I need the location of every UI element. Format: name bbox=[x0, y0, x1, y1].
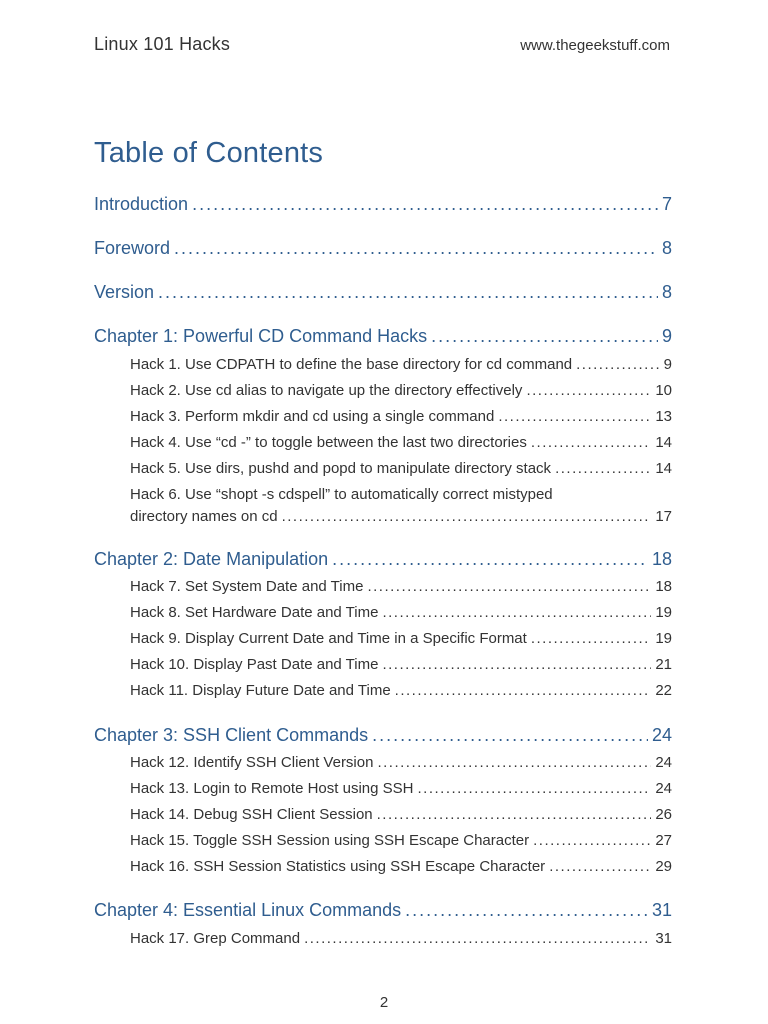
toc-entry-foreword[interactable] bbox=[94, 238, 672, 262]
leader-dots bbox=[417, 780, 651, 797]
toc-chapter-2[interactable] bbox=[94, 549, 672, 573]
leader-dots bbox=[192, 194, 658, 215]
toc-entry-label: Version bbox=[94, 282, 155, 302]
toc-hack-page: 14 bbox=[655, 460, 672, 477]
toc-hack-label: Hack 9. Display Current Date and Time in a Specific Format bbox=[130, 630, 527, 647]
toc-hack-1[interactable] bbox=[130, 356, 672, 376]
toc-hack-17[interactable] bbox=[130, 930, 672, 950]
toc-hack-label: Hack 4. Use “cd -” to toggle between the last two directories bbox=[130, 434, 527, 451]
toc-entry-introduction[interactable] bbox=[94, 194, 672, 218]
book-title-header: Linux 101 Hacks bbox=[94, 34, 231, 54]
toc-hack-label: Hack 14. Debug SSH Client Session bbox=[130, 806, 373, 823]
toc-hack-4[interactable] bbox=[130, 434, 672, 454]
toc-hack-16[interactable] bbox=[130, 858, 672, 878]
leader-dots bbox=[531, 434, 651, 451]
toc-hack-label: directory names on cd bbox=[130, 508, 278, 525]
leader-dots bbox=[174, 238, 658, 259]
leader-dots bbox=[377, 806, 652, 823]
page-title: Table of Contents bbox=[94, 137, 324, 169]
toc-chapter-label: Chapter 2: Date Manipulation bbox=[94, 549, 329, 569]
toc-hack-9[interactable] bbox=[130, 630, 672, 650]
leader-dots bbox=[158, 282, 658, 303]
toc-hack-page: 26 bbox=[655, 806, 672, 823]
toc-hack-page: 19 bbox=[655, 604, 672, 621]
toc-hack-page: 17 bbox=[655, 508, 672, 525]
toc-entry-label: Introduction bbox=[94, 194, 189, 214]
leader-dots bbox=[282, 508, 652, 525]
leader-dots bbox=[377, 754, 651, 771]
toc-hack-page: 10 bbox=[655, 382, 672, 399]
toc-chapter-page: 31 bbox=[651, 900, 672, 920]
toc-chapter-1[interactable] bbox=[94, 326, 672, 350]
toc-hack-label: Hack 1. Use CDPATH to define the base directory for cd command bbox=[130, 356, 573, 373]
toc-hack-page: 19 bbox=[655, 630, 672, 647]
toc-hack-14[interactable] bbox=[130, 806, 672, 826]
leader-dots bbox=[531, 630, 651, 647]
toc-hack-6[interactable] bbox=[130, 508, 672, 528]
leader-dots bbox=[405, 900, 648, 921]
leader-dots bbox=[382, 604, 651, 621]
toc-hack-page: 22 bbox=[655, 682, 672, 699]
toc-hack-3[interactable] bbox=[130, 408, 672, 428]
toc-entry-page: 8 bbox=[661, 282, 672, 302]
toc-hack-label: Hack 7. Set System Date and Time bbox=[130, 578, 364, 595]
leader-dots bbox=[498, 408, 651, 425]
leader-dots bbox=[526, 382, 651, 399]
toc-hack-page: 24 bbox=[655, 754, 672, 771]
toc-hack-12[interactable] bbox=[130, 754, 672, 774]
toc-chapter-label: Chapter 4: Essential Linux Commands bbox=[94, 900, 402, 920]
toc-chapter-page: 9 bbox=[661, 326, 672, 346]
toc-hack-label: Hack 17. Grep Command bbox=[130, 930, 301, 947]
leader-dots bbox=[372, 725, 648, 746]
leader-dots bbox=[382, 656, 651, 673]
toc-hack-page: 13 bbox=[655, 408, 672, 425]
toc-entry-page: 7 bbox=[661, 194, 672, 214]
toc-hack-label: Hack 15. Toggle SSH Session using SSH Escape Character bbox=[130, 832, 530, 849]
leader-dots bbox=[431, 326, 658, 347]
toc-hack-7[interactable] bbox=[130, 578, 672, 598]
toc-hack-label: Hack 16. SSH Session Statistics using SSH Escape Character bbox=[130, 858, 546, 875]
toc-hack-page: 18 bbox=[655, 578, 672, 595]
toc-hack-label: Hack 8. Set Hardware Date and Time bbox=[130, 604, 379, 621]
leader-dots bbox=[533, 832, 651, 849]
website-header: www.thegeekstuff.com bbox=[520, 37, 670, 54]
toc-chapter-4[interactable] bbox=[94, 900, 672, 924]
toc-hack-page: 9 bbox=[663, 356, 672, 373]
toc-hack-page: 24 bbox=[655, 780, 672, 797]
leader-dots bbox=[304, 930, 651, 947]
toc-hack-10[interactable] bbox=[130, 656, 672, 676]
toc-chapter-label: Chapter 3: SSH Client Commands bbox=[94, 725, 369, 745]
leader-dots bbox=[555, 460, 651, 477]
toc-entry-version[interactable] bbox=[94, 282, 672, 306]
toc-hack-13[interactable] bbox=[130, 780, 672, 800]
toc-chapter-3[interactable] bbox=[94, 725, 672, 749]
toc-hack-label: Hack 5. Use dirs, pushd and popd to manipulate directory stack bbox=[130, 460, 552, 477]
toc-chapter-page: 18 bbox=[651, 549, 672, 569]
toc-hack-11[interactable] bbox=[130, 682, 672, 702]
toc-entry-page: 8 bbox=[661, 238, 672, 258]
toc-hack-label: Hack 10. Display Past Date and Time bbox=[130, 656, 379, 673]
toc-hack-page: 31 bbox=[655, 930, 672, 947]
toc-hack-page: 14 bbox=[655, 434, 672, 451]
toc-hack-6-first-line[interactable]: Hack 6. Use “shopt -s cdspell” to automatically correct mistyped bbox=[130, 486, 553, 503]
leader-dots bbox=[367, 578, 651, 595]
page-number: 2 bbox=[379, 994, 389, 1011]
toc-chapter-label: Chapter 1: Powerful CD Command Hacks bbox=[94, 326, 428, 346]
leader-dots bbox=[576, 356, 660, 373]
toc-chapter-page: 24 bbox=[651, 725, 672, 745]
toc-hack-label: Hack 2. Use cd alias to navigate up the directory effectively bbox=[130, 382, 523, 399]
toc-hack-5[interactable] bbox=[130, 460, 672, 480]
toc-hack-label: Hack 11. Display Future Date and Time bbox=[130, 682, 391, 699]
toc-hack-8[interactable] bbox=[130, 604, 672, 624]
toc-hack-label: Hack 12. Identify SSH Client Version bbox=[130, 754, 374, 771]
leader-dots bbox=[549, 858, 651, 875]
toc-hack-2[interactable] bbox=[130, 382, 672, 402]
toc-hack-15[interactable] bbox=[130, 832, 672, 852]
leader-dots bbox=[395, 682, 652, 699]
toc-entry-label: Foreword bbox=[94, 238, 171, 258]
leader-dots bbox=[332, 549, 648, 570]
toc-hack-page: 27 bbox=[655, 832, 672, 849]
toc-hack-label: Hack 13. Login to Remote Host using SSH bbox=[130, 780, 414, 797]
toc-hack-page: 29 bbox=[655, 858, 672, 875]
toc-hack-label: Hack 3. Perform mkdir and cd using a single command bbox=[130, 408, 495, 425]
toc-hack-page: 21 bbox=[655, 656, 672, 673]
